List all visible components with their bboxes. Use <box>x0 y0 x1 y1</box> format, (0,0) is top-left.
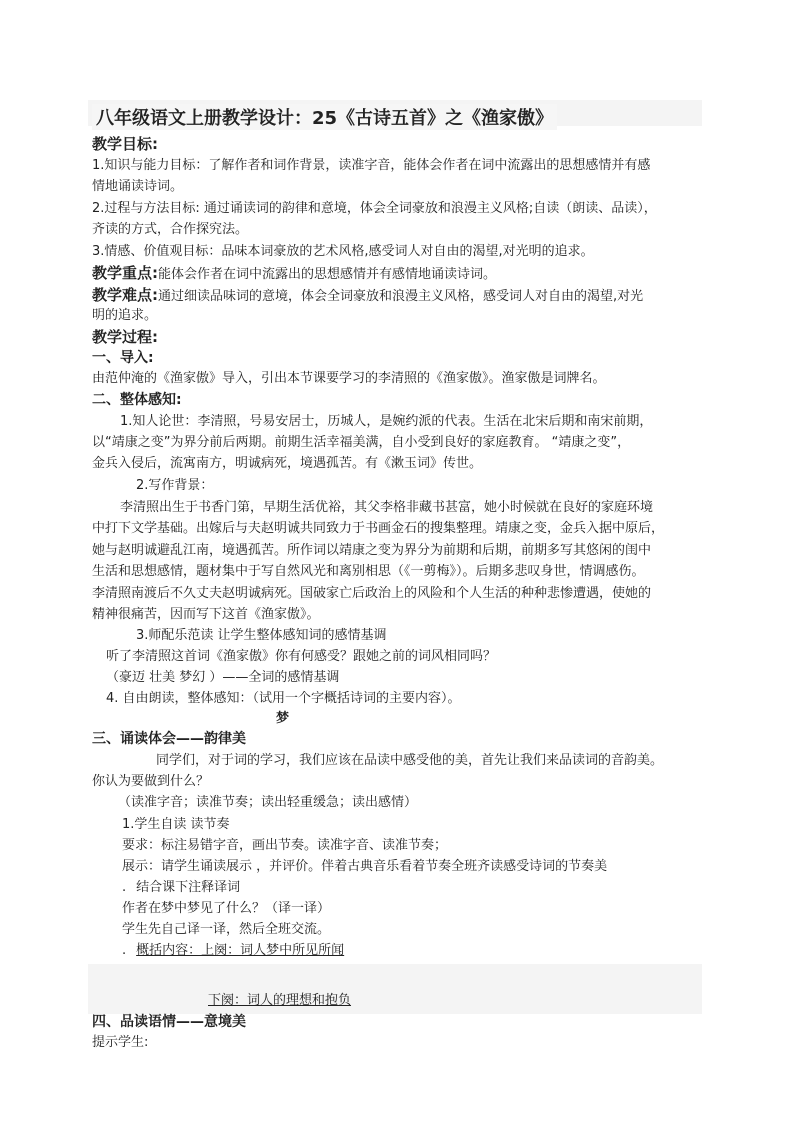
s3-item-2-do: 学生先自己译一译，然后全班交流。 <box>122 922 331 937</box>
s3-requirements: （读准字音；读准节奏；读出轻重缓急；读出感情） <box>118 795 418 810</box>
s2-p2-line-5: 李清照南渡后不久丈夫赵明诚病死。国破家亡后政治上的风险和个人生活的种种悲惨遭遇，使她的 <box>92 586 652 601</box>
s2-p3-answer: （豪迈 壮美 梦幻 ）——全词的感情基调 <box>106 670 340 685</box>
s2-p2-heading: 2.写作背景： <box>136 478 214 493</box>
goal-2-line-1: 2.过程与方法目标: 通过诵读词的韵律和意境，体会全词豪放和浪漫主义风格;自读（朗读、品读）， <box>92 201 657 216</box>
section-3-heading: 三、诵读体会——韵律美 <box>92 731 246 747</box>
s2-p4-answer: 梦 <box>276 711 290 726</box>
section-2-heading: 二、整体感知: <box>92 392 182 408</box>
section-1-heading: 一、导入: <box>92 350 154 366</box>
s3-item-3-text: 概括内容：上阕：词人梦中所见所闻 <box>136 943 345 958</box>
s2-p4: 4. 自由朗读，整体感知：（试用一个字概括诗词的主要内容）。 <box>106 691 461 706</box>
s2-p1-line-2: 以“靖康之变”为界分前后两期。前期生活幸福美满，自小受到良好的家庭教育。 “靖康之变”， <box>92 435 631 450</box>
s2-p1-line-3: 金兵入侵后，流寓南方，明诚病死，境遇孤苦。有《漱玉词》传世。 <box>92 456 483 471</box>
process-heading: 教学过程: <box>92 328 158 346</box>
s2-p2-line-2: 中打下文学基础。出嫁后与夫赵明诚共同致力于书画金石的搜集整理。靖康之变，金兵入据中原后， <box>92 521 665 536</box>
goal-2-line-2: 齐读的方式，合作探究法。 <box>92 222 249 237</box>
s3-intro-line-2: 你认为要做到什么？ <box>92 774 210 789</box>
difficulty-text: 通过细读品味词的意境，体会全词豪放和浪漫主义风格，感受词人对自由的渴望,对光 <box>158 289 644 304</box>
s3-item-3: . 概括内容：上阕：词人梦中所见所闻 <box>122 943 345 958</box>
s3-item-3-second-text: 下阕：词人的理想和抱负 <box>208 993 352 1008</box>
difficulty-line-1 <box>92 285 643 307</box>
s3-item-2-question: 作者在梦中梦见了什么？（译一译） <box>122 901 331 916</box>
s2-p3: 3.师配乐范读 让学生整体感知词的感情基调 <box>136 628 387 643</box>
s2-p2-line-6: 精神很痛苦，因而写下这首《渔家傲》。 <box>92 607 320 622</box>
s2-p3-question: 听了李清照这首词《渔家傲》你有何感受？跟她之前的词风相同吗？ <box>106 649 497 664</box>
key-label: 教学重点: <box>92 264 158 282</box>
goal-3: 3.情感、价值观目标：品味本词豪放的艺术风格,感受词人对自由的渴望,对光明的追求。 <box>92 244 594 259</box>
key-text: 能体会作者在词中流露出的思想感情并有感情地诵读诗词。 <box>158 267 497 282</box>
s2-p2-line-4: 生活和思想感情，题材集中于写自然风光和离别相思（《一剪梅》）。后期多悲叹身世，情调感伤。 <box>92 564 645 579</box>
s2-p1-line-1: 1.知人论世：李清照，号易安居士，历城人，是婉约派的代表。生活在北宋后期和南宋前期， <box>120 414 653 429</box>
section-1-text: 由范仲淹的《渔家傲》导入，引出本节课要学习的李清照的《渔家傲》。渔家傲是词牌名。 <box>92 371 606 386</box>
difficulty-line-2: 明的追求。 <box>92 308 158 323</box>
key-point <box>92 263 496 285</box>
s2-p2-line-1: 李清照出生于书香门第，早期生活优裕，其父李格非藏书甚富，她小时候就在良好的家庭环境 <box>120 500 654 515</box>
document-title: 八年级语文上册教学设计：25《古诗五首》之《渔家傲》 <box>92 104 557 130</box>
s3-item-1-requirement: 要求：标注易错字音，画出节奏。读准字音、读准节奏； <box>122 838 448 853</box>
s3-intro-line-1: 同学们，对于词的学习，我们应该在品读中感受他的美，首先让我们来品读词的音韵美。 <box>156 753 664 768</box>
goals-heading: 教学目标: <box>92 135 158 153</box>
s3-item-3-second <box>208 991 351 1011</box>
goal-1-line-1: 1.知识与能力目标：了解作者和词作背景，读准字音，能体会作者在词中流露出的思想感情并有感 <box>92 158 651 173</box>
s3-item-2: . 结合课下注释译词 <box>122 880 241 895</box>
s2-p2-line-3: 她与赵明诚避乱江南，境遇孤苦。所作词以靖康之变为界分为前期和后期，前期多写其悠闲的闺中 <box>92 543 652 558</box>
section-4-heading: 四、品读语情——意境美 <box>92 1014 246 1030</box>
s3-item-1: 1.学生自读 读节奏 <box>122 817 230 832</box>
section-4-text: 提示学生: <box>92 1035 149 1050</box>
goal-1-line-2: 情地诵读诗词。 <box>92 179 184 194</box>
s3-item-2-text: 结合课下注释译词 <box>136 880 241 895</box>
difficulty-label: 教学难点: <box>92 286 158 304</box>
s3-item-1-show: 展示：请学生诵读展示 ，并评价。伴着古典音乐看着节奏全班齐读感受诗词的节奏美 <box>122 859 608 874</box>
